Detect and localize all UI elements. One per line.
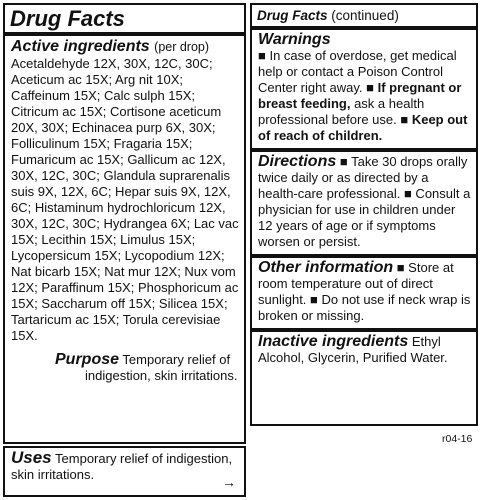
warnings-heading: Warnings [258,31,331,48]
drug-facts-right-panel [250,3,478,426]
purpose-heading: Purpose [55,351,120,368]
drug-facts-continued-title [252,5,476,26]
warnings-text-1: ■ In case of overdose, get medical help or contact a Poison Control Center right away. [258,48,457,95]
inactive-ingredients-heading: Inactive ingredients [258,333,409,350]
other-information-section [252,258,476,328]
drug-facts-title: Drug Facts [10,6,125,31]
purpose-text-line1: Temporary relief of [122,352,231,367]
arrow-right-icon: → [222,474,236,490]
uses-heading: Uses [11,448,52,467]
inactive-ingredients-section [252,332,476,370]
uses-panel [3,446,246,497]
purpose-section [5,352,244,368]
drug-facts-continued-label: Drug Facts [257,8,328,23]
uses-text: Temporary relief of indigestion, skin irritations. [11,451,233,482]
uses-section [5,448,244,483]
drug-facts-left-panel [3,3,246,444]
active-ingredients-subheading: (per drop) [154,40,210,54]
directions-heading: Directions [258,153,337,170]
active-ingredients-heading: Active ingredients [11,38,150,55]
active-ingredients-list: Acetaldehyde 12X, 30X, 12C, 30C; Aceticum ac 15X; Arg nit 10X; Caffeinum 15X; Calc sulph 15X; Citricum ac 15X; Cortisone aceticum 20X, 30X; Echinacea purp 6X, 30X; Folliculinum 15X; Fragaria 15X; Fumaricum ac 15X; Gallicum ac 12X, 30X, 12C, 30C; Glandula suprarenalis suis 9X, 12X, 6C; Hepar suis 9X, 12X, 6C; Histaminum hydrochloricum 12X, 30X, 12C, 30C; Hydrangea 6X; Lac vac 15X; Lecithin 15X; Limulus 15X; Lycopersicum 15X; Lycopodium 12X; Nat bicarb 15X; Nat mur 12X; Nux vom 12X; Paraffinum 15X; Phosphoricum ac 15X; Saccharum off 15X; Silicea 15X; Tartaricum ac 15X; Torula cerevisiae 15X. [11,56,239,343]
other-information-text: ■ Store at room temperature out of direct sunlight. ■ Do not use if neck wrap is broken or missing. [258,260,471,323]
warnings-pregnant-bold: ■ If pregnant or breast feeding, [258,80,462,111]
directions-section [252,152,476,254]
other-information-heading: Other information [258,259,394,276]
directions-text: ■ Take 30 drops orally twice daily or as directed by a health-care professional. ■ Consult a physician for use in children under 12 years of age or if symptoms worsen or persist. [258,154,471,249]
active-ingredients-header [5,36,244,56]
continued-label: (continued) [331,8,399,23]
revision-code: r04-16 [442,433,473,445]
warnings-keep-out-bold: ■ Keep out of reach of children. [258,112,468,143]
purpose-text-line2: indigestion, skin irritations. [85,368,238,383]
warnings-section [252,30,476,148]
inactive-ingredients-text: Ethyl Alcohol, Glycerin, Purified Water. [258,334,448,365]
warnings-text-2: ask a health professional before use. [258,96,425,127]
